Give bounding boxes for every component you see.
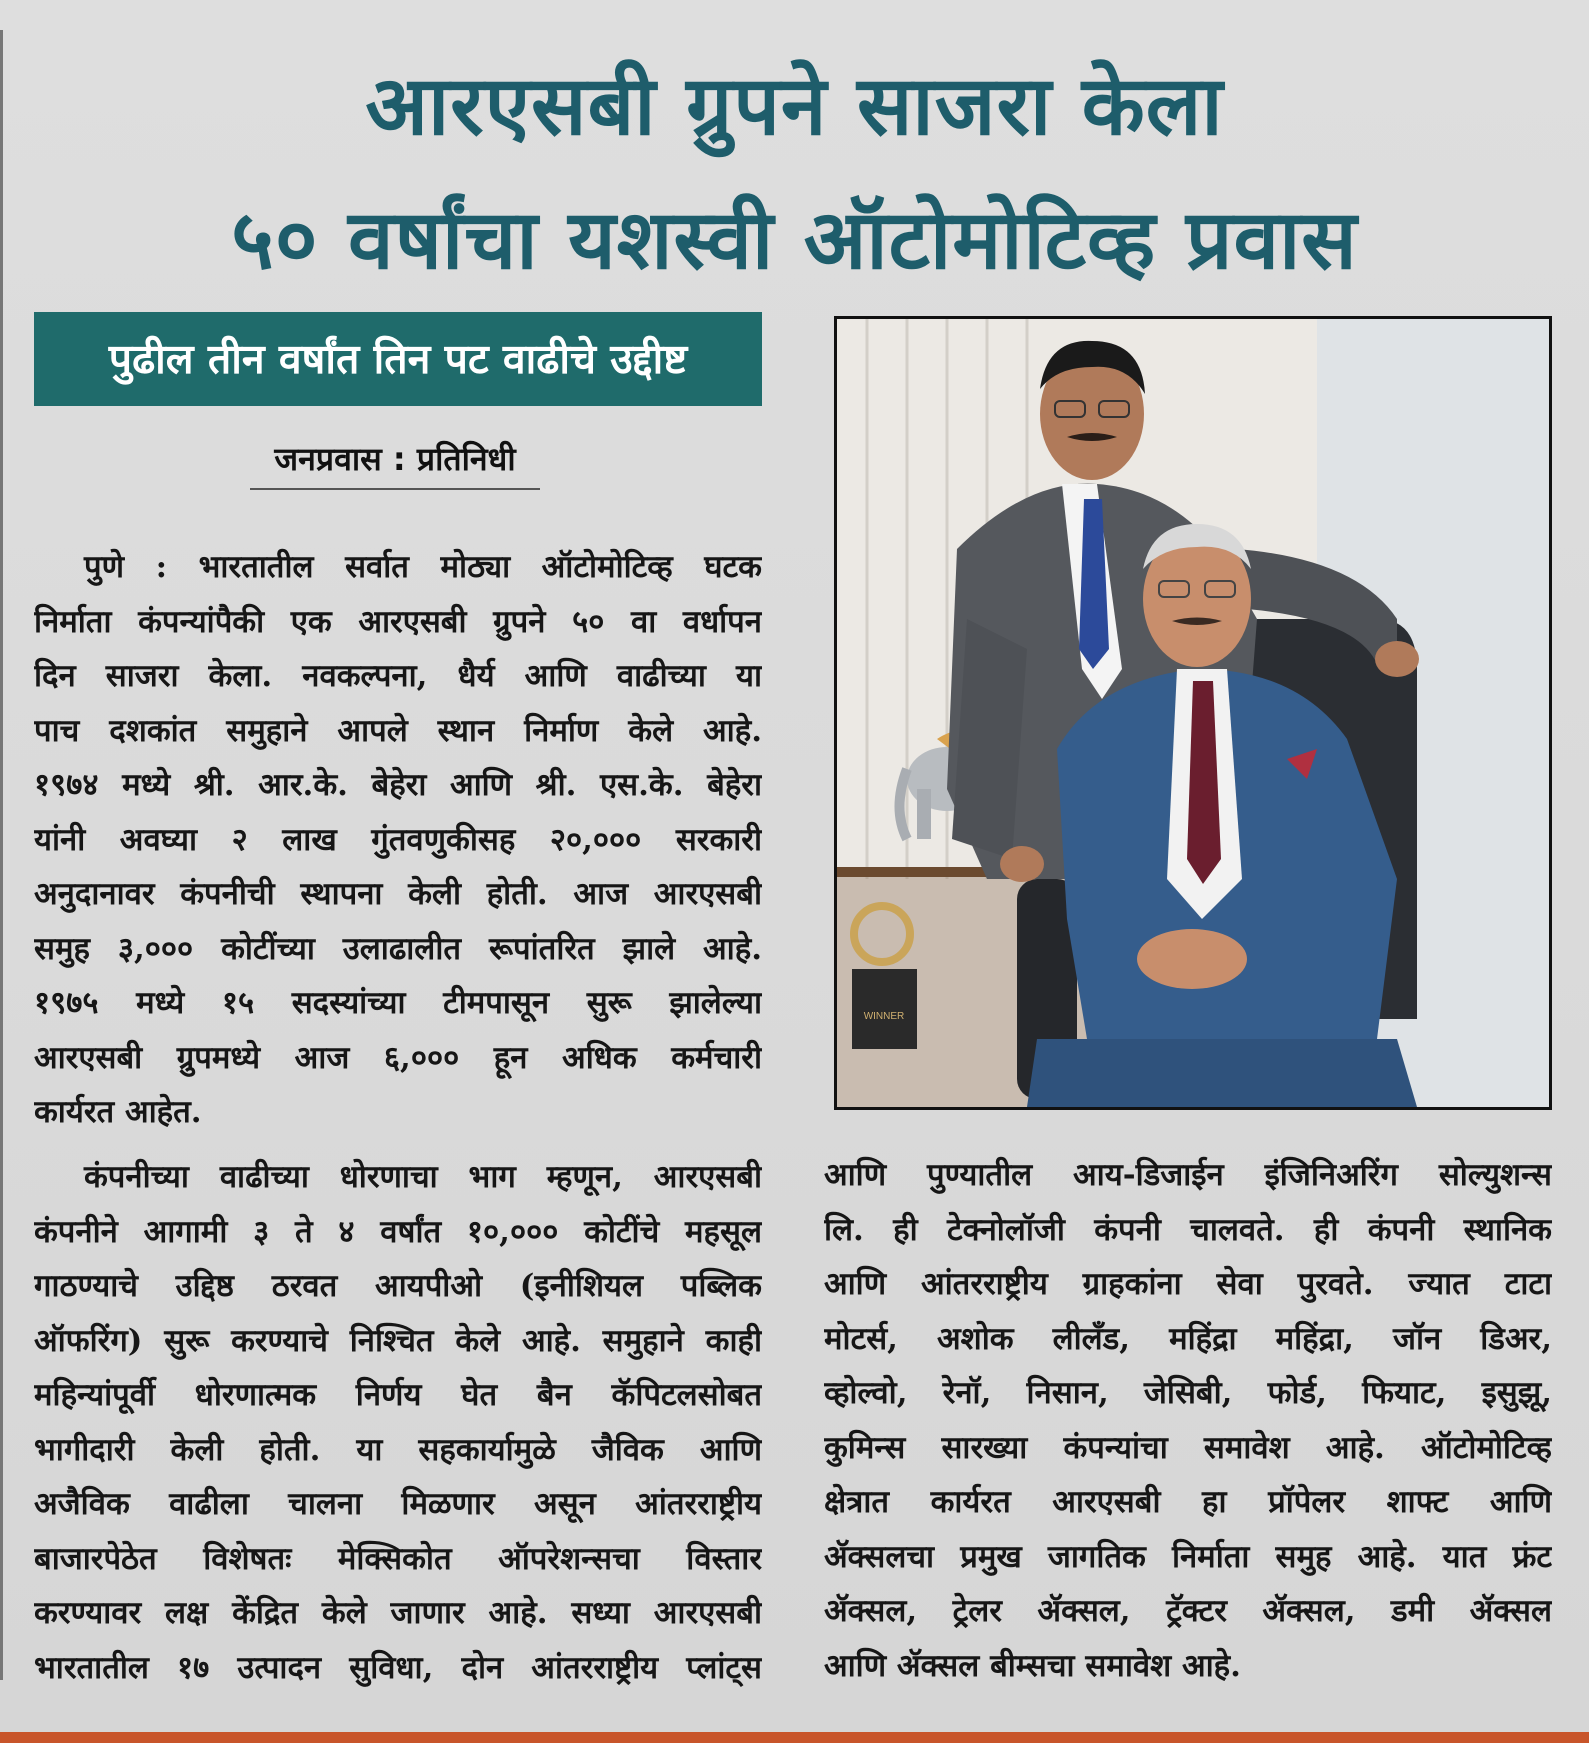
headline [0,40,1589,308]
text-line: समुह ३,००० कोटींच्या उलाढालीत रूपांतरित झाले आहे. [34,930,762,967]
text-line: आरएसबी ग्रुपमध्ये आज ६,००० हून अधिक कर्मचारी [34,1039,762,1076]
text-line: करण्यावर लक्ष केंद्रित केले जाणार आहे. सध्या आरएसबी [34,1595,762,1631]
text-line: क्षेत्रात कार्यरत आरएसबी हा प्रॉपेलर शाफ्ट आणि [824,1484,1552,1520]
article-paragraph-1 [34,540,762,1140]
text-line: अजैविक वाढीला चालना मिळणार असून आंतरराष्ट्रीय [34,1486,762,1522]
text-line: मोटर्स, अशोक लीलँड, महिंद्रा महिंद्रा, जॉन डिअर, [824,1320,1552,1357]
text-line: कार्यरत आहेत. [34,1094,202,1130]
article-photo [834,316,1552,1110]
text-line: कुमिन्स सारख्या कंपन्यांचा समावेश आहे. ऑटोमोटिव्ह [824,1429,1552,1466]
text-line: ॲक्सल, ट्रेलर ॲक्सल, ट्रॅक्टर ॲक्सल, डमी ॲक्सल [824,1593,1552,1629]
article-paragraph-3 [824,1148,1552,1693]
headline-line-2: ५० वर्षांचा यशस्वी ऑटोमोटिव्ह प्रवास [231,193,1358,288]
text-line: पाच दशकांत समुहाने आपले स्थान निर्माण केले आहे. [34,712,762,749]
text-line: गाठण्याचे उद्दिष्ठ ठरवत आयपीओ (इनीशियल पब्लिक [34,1268,762,1304]
photo-illustration [837,319,1549,1107]
text-line: यांनी अवघ्या २ लाख गुंतवणुकीसह २०,००० सरकारी [34,821,762,858]
text-line: ऑफरिंग) सुरू करण्याचे निश्चित केले आहे. समुहाने काही [34,1322,762,1359]
bottom-accent-bar [0,1732,1589,1743]
text-line: १९७५ मध्ये १५ सदस्यांच्या टीमपासून सुरू झालेल्या [34,985,762,1021]
text-line: कंपनीच्या वाढीच्या धोरणाचा भाग म्हणून, आरएसबी [84,1159,762,1195]
text-line: व्होल्वो, रेनॉ, निसान, जेसिबी, फोर्ड, फियाट, इसुझू, [824,1375,1552,1411]
text-line: १९७४ मध्ये श्री. आर.के. बेहेरा आणि श्री. एस.के. बेहेरा [34,767,762,803]
text-line: आणि ॲक्सल बीम्सचा समावेश आहे. [824,1647,1241,1684]
text-line: भारतातील १७ उत्पादन सुविधा, दोन आंतरराष्ट्रीय प्लांट्स [34,1649,762,1686]
text-line: दिन साजरा केला. नवकल्पना, धैर्य आणि वाढीच्या या [34,658,762,694]
text-line: निर्माता कंपन्यांपैकी एक आरएसबी ग्रुपने ५० वा वर्धापन [34,603,762,640]
text-line: बाजारपेठेत विशेषतः मेक्सिकोत ऑपरेशन्सचा विस्तार [34,1540,762,1577]
text-line: अनुदानावर कंपनीची स्थापना केली होती. आज आरएसबी [34,876,762,912]
text-line: कंपनीने आगामी ३ ते ४ वर्षांत १०,००० कोटींचे महसूल [34,1213,762,1250]
text-line: आणि पुण्यातील आय-डिजाईन इंजिनिअरिंग सोल्युशन्स [824,1157,1552,1193]
text-line: भागीदारी केली होती. या सहकार्यामुळे जैविक आणि [34,1431,762,1468]
text-line: आणि आंतरराष्ट्रीय ग्राहकांना सेवा पुरवते. ज्यात टाटा [824,1266,1552,1302]
byline: जनप्रवास : प्रतिनिधी [250,434,540,490]
article-paragraph-2 [34,1150,762,1695]
svg-text:WINNER: WINNER [863,1011,905,1022]
text-line: महिन्यांपूर्वी धोरणात्मक निर्णय घेत बैन कॅपिटलसोबत [34,1377,762,1413]
text-line: ॲक्सलचा प्रमुख जागतिक निर्माता समुह आहे. यात फ्रंट [824,1538,1552,1575]
subheadline-banner: पुढील तीन वर्षांत तिन पट वाढीचे उद्दीष्ट [34,312,762,406]
text-line: लि. ही टेक्नोलॉजी कंपनी चालवते. ही कंपनी स्थानिक [824,1211,1552,1248]
headline-line-1: आरएसबी ग्रुपने साजरा केला [365,59,1224,154]
text-line: पुणे : भारतातील सर्वात मोठ्या ऑटोमोटिव्ह घटक [84,549,762,585]
